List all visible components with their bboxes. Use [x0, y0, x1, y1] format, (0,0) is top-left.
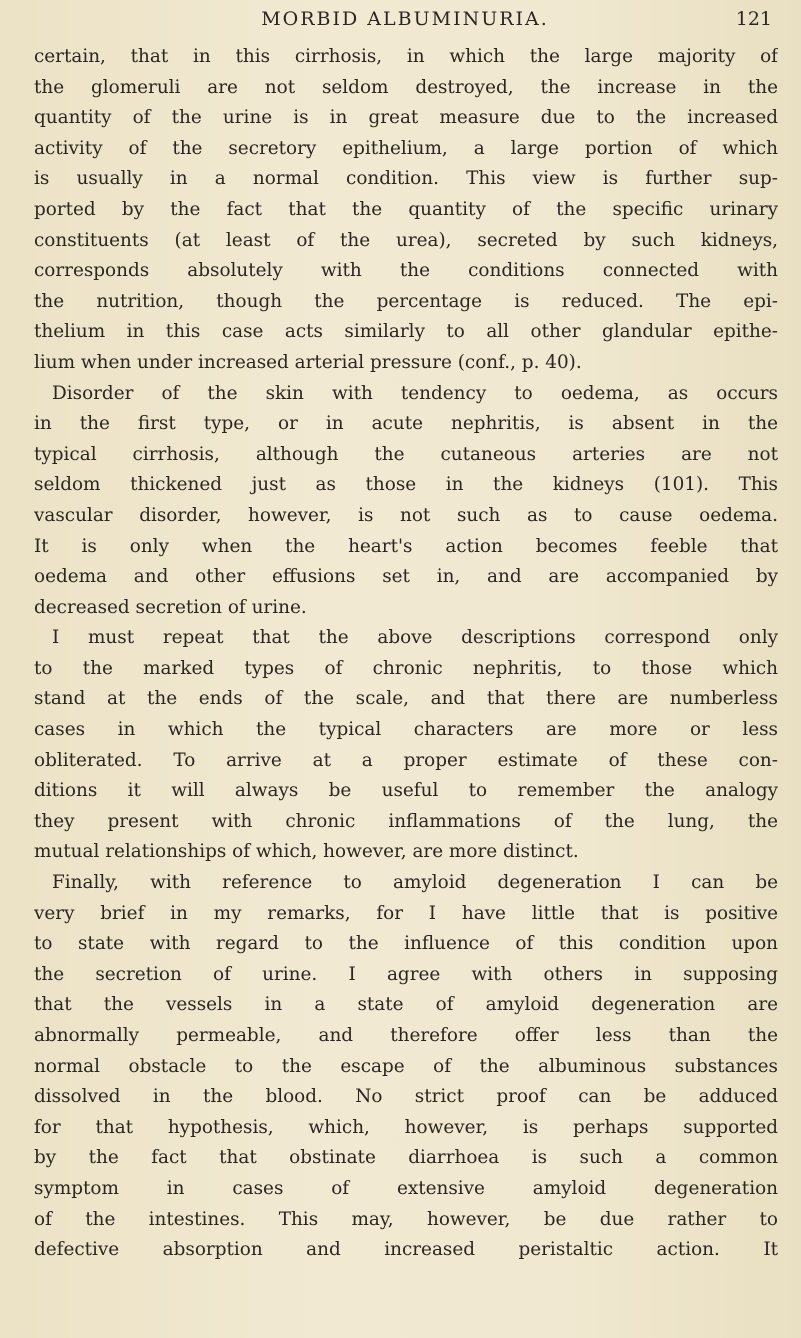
text-line: I must repeat that the above descriptions correspond only	[52, 627, 778, 649]
text-line: normal obstacle to the escape of the albuminous substances	[34, 1055, 778, 1077]
text-line: abnormally permeable, and therefore offer less than the	[34, 1025, 778, 1046]
text-line: in the first type, or in acute nephritis, is absent in the	[34, 413, 778, 435]
text-line: corresponds absolutely with the conditions connected with	[34, 260, 778, 282]
text-line: Finally, with reference to amyloid degeneration I can be	[52, 872, 778, 894]
text-line: vascular disorder, however, is not such as to cause oedema.	[34, 504, 778, 526]
text-line: they present with chronic inflammations of the lung, the	[34, 810, 778, 832]
text-line: seldom thickened just as those in the kidneys (101). This	[34, 474, 778, 496]
text-line: the secretion of urine. I agree with others in supposing	[34, 963, 778, 985]
text-line: that the vessels in a state of amyloid degeneration are	[34, 994, 778, 1016]
text-line: to state with regard to the influence of this condition upon	[34, 933, 778, 955]
text-line: decreased secretion of urine.	[34, 596, 307, 618]
text-line: the glomeruli are not seldom destroyed, the increase in the	[34, 76, 778, 98]
text-line: constituents (at least of the urea), secreted by such kidneys,	[34, 229, 778, 251]
text-line: to the marked types of chronic nephritis, to those which	[34, 657, 778, 679]
text-line: It is only when the heart's action becomes feeble that	[34, 535, 778, 557]
text-line: quantity of the urine is in great measure due to the increased	[34, 107, 778, 129]
text-line: defective absorption and increased peristaltic action. It	[34, 1239, 778, 1261]
text-line: symptom in cases of extensive amyloid degeneration	[34, 1177, 778, 1199]
running-title: MORBID ALBUMINURIA.	[261, 8, 549, 30]
page-number: 121	[735, 8, 772, 30]
text-line: ditions it will always be useful to remember the analogy	[34, 780, 778, 802]
text-line: of the intestines. This may, however, be due rather to	[34, 1208, 778, 1230]
text-line: Disorder of the skin with tendency to oedema, as occurs	[52, 382, 778, 404]
text-line: obliterated. To arrive at a proper estimate of these con-	[34, 749, 778, 771]
text-line: is usually in a normal condition. This view is further sup-	[34, 168, 778, 190]
text-line: mutual relationships of which, however, are more distinct.	[34, 841, 579, 863]
text-line: lium when under increased arterial pressure (conf., p. 40).	[34, 351, 582, 373]
text-line: ported by the fact that the quantity of the specific urinary	[34, 198, 778, 220]
text-line: by the fact that obstinate diarrhoea is such a common	[34, 1147, 778, 1169]
text-line: certain, that in this cirrhosis, in which the large majority of	[34, 46, 778, 67]
text-line: dissolved in the blood. No strict proof can be adduced	[34, 1086, 778, 1108]
text-line: activity of the secretory epithelium, a large portion of which	[34, 137, 778, 159]
text-line: for that hypothesis, which, however, is perhaps supported	[34, 1116, 778, 1138]
text-line: thelium in this case acts similarly to all other glandular epithe-	[34, 321, 778, 343]
text-line: oedema and other effusions set in, and are accompanied by	[34, 566, 778, 588]
text-line: very brief in my remarks, for I have little that is positive	[34, 902, 778, 924]
text-line: typical cirrhosis, although the cutaneous arteries are not	[34, 443, 778, 465]
text-line: cases in which the typical characters are more or less	[34, 719, 778, 741]
text-line: stand at the ends of the scale, and that there are numberless	[34, 688, 778, 710]
text-line: the nutrition, though the percentage is reduced. The epi-	[34, 290, 778, 312]
body-text	[34, 42, 778, 1266]
running-head	[34, 4, 776, 44]
